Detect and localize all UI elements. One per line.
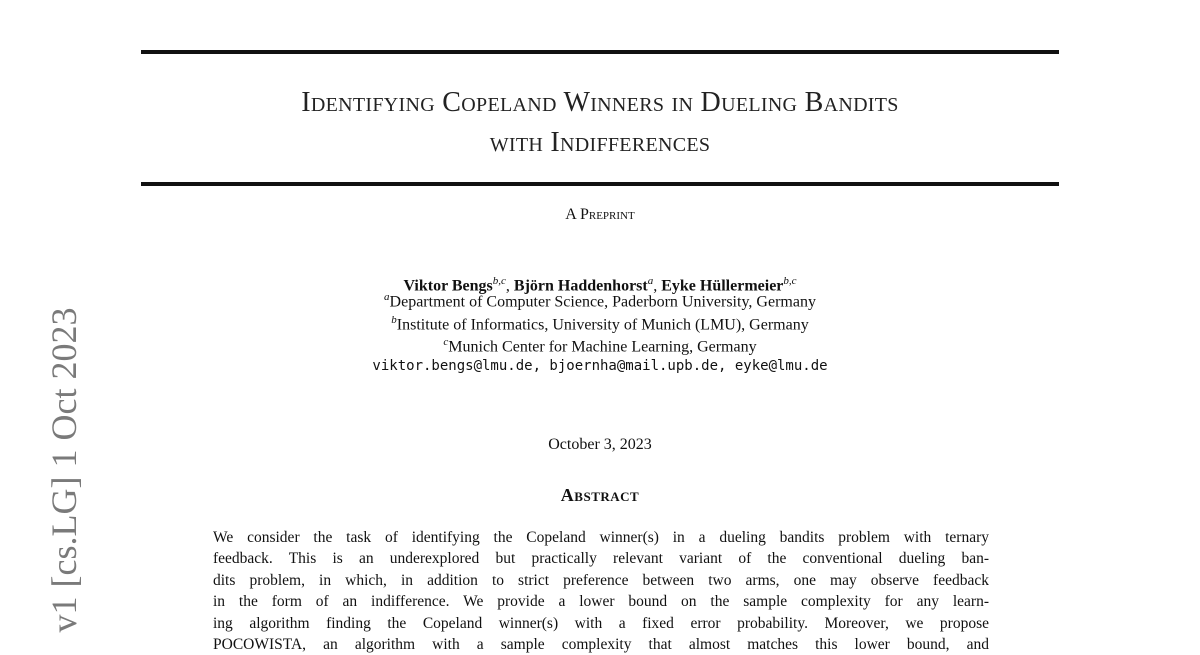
affiliation <box>0 336 1200 356</box>
title-bottom-rule <box>141 182 1059 186</box>
abstract-body <box>213 527 989 655</box>
author-list: Viktor Bengs$^{b,c}$, Björn Haddenhorst$^a$, Eyke Hüllermeier$^{b,c}$ <box>403 275 797 295</box>
author-affiliation-mark: a <box>647 275 654 287</box>
paper-title-line-1: Identifying Copeland Winners in Dueling Bandits <box>301 87 899 118</box>
author-affiliation-mark: b,c <box>783 275 797 287</box>
affiliation-text: Institute of Informatics, University of Munich (LMU), Germany <box>396 316 809 334</box>
author-name: Björn Haddenhorst <box>513 277 648 295</box>
author-name: Eyke Hüllermeier <box>661 277 784 295</box>
abstract-line: in the form of an indifference. We provide a lower bound on the sample complexity for any learn- <box>213 593 989 611</box>
affiliation-mark: b <box>391 314 397 326</box>
affiliation <box>0 314 1200 334</box>
abstract-line: dits problem, in which, in addition to strict preference between two arms, one may observe feedback <box>213 571 989 589</box>
affiliation-text: Department of Computer Science, Paderborn University, Germany <box>389 293 816 311</box>
publication-date: October 3, 2023 <box>548 436 652 453</box>
arxiv-stamp-text: v1 [cs.LG] 1 Oct 2023 <box>44 307 84 633</box>
affiliation-mark: a <box>384 291 390 303</box>
abstract-heading: Abstract <box>560 485 640 505</box>
affiliation-text: Munich Center for Machine Learning, Germany <box>448 338 757 356</box>
author-affiliation-mark: b,c <box>492 275 506 287</box>
title-top-rule <box>141 50 1059 54</box>
author-name: Viktor Bengs <box>403 277 493 295</box>
abstract-line: POCOWISTA, an algorithm with a sample complexity that almost matches this lower bound, and <box>213 636 989 654</box>
author-emails: viktor.bengs@lmu.de, bjoernha@mail.upb.de, eyke@lmu.de <box>372 358 828 374</box>
affiliation-mark: c <box>443 336 449 348</box>
abstract-line: We consider the task of identifying the Copeland winner(s) in a dueling bandits problem with ternary <box>213 529 989 546</box>
affiliation <box>0 291 1200 311</box>
abstract-line: feedback. This is an underexplored but practically relevant variant of the conventional dueling ban- <box>213 550 989 568</box>
paper-title-line-2: with Indifferences <box>489 127 711 158</box>
preprint-label: A Preprint <box>565 206 635 223</box>
abstract-line: ing algorithm finding the Copeland winner(s) with a fixed error probability. Moreover, we propose <box>213 614 989 632</box>
